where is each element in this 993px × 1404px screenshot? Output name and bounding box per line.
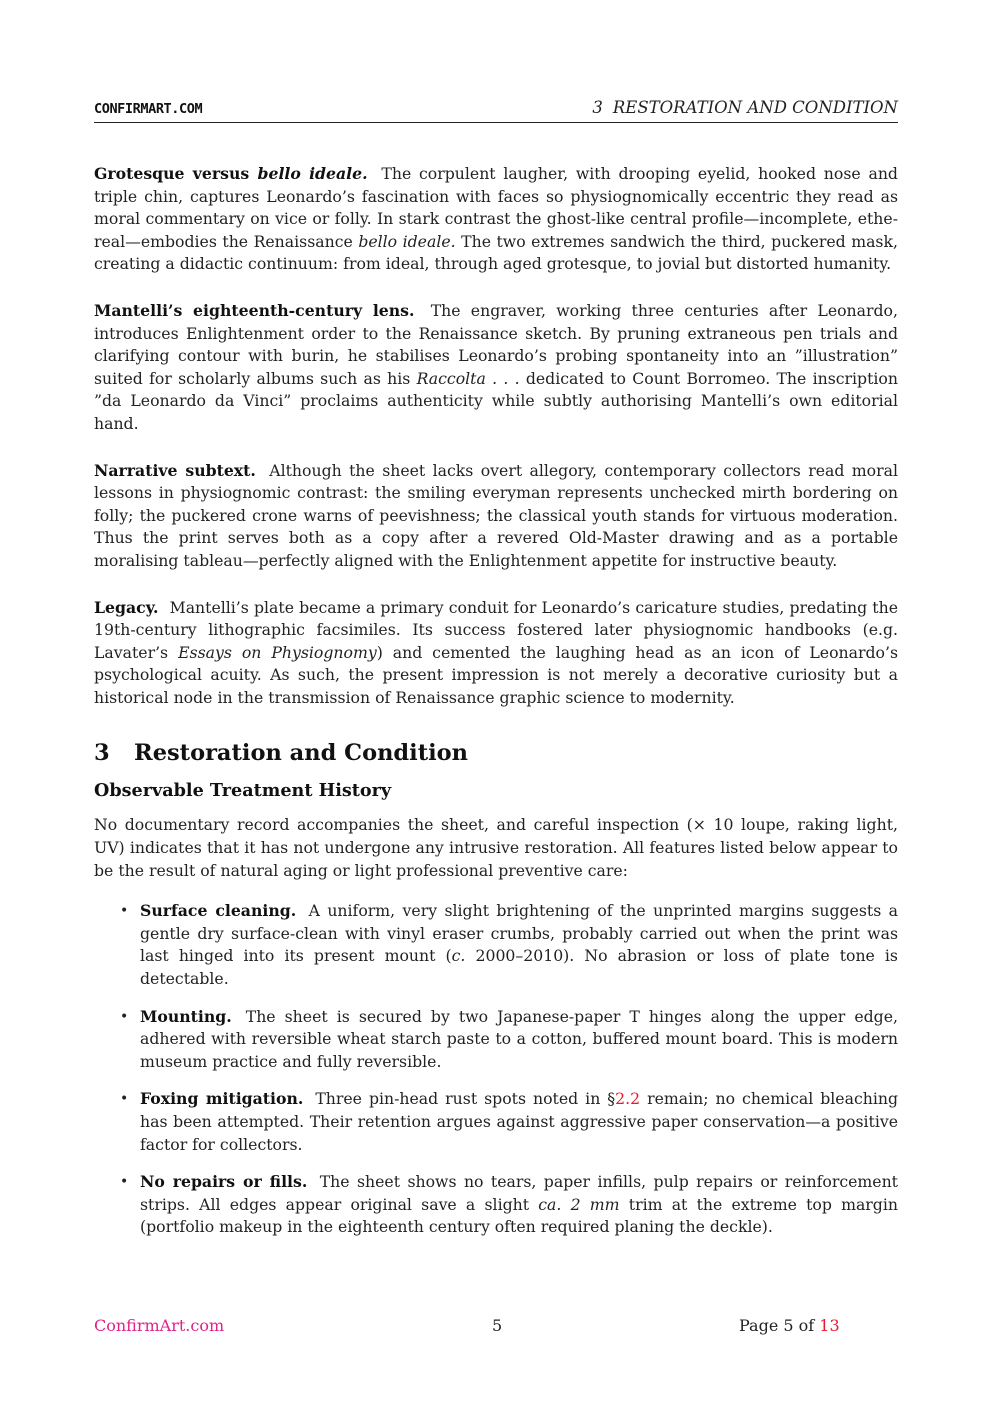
paragraph-legacy: Legacy. Mantelli’s plate became a primary conduit for Leonardo’s caricature studies, predating the 19th-century lithographic facsimiles. Its success fostered later physiognomic handbooks (e.g. Lavater’s Essays on Physiognomy) and cemented the laughing head as an icon of Leonardo’s psychological acuity. As such, the present impression is not merely a decorative curiosity but a historical node in the transmission of Renaissance graphic science to modernity. xyxy=(94,597,898,707)
bullet-icon: • xyxy=(120,903,129,920)
run-in-heading: Narrative subtext. xyxy=(94,460,256,480)
bullet-icon: • xyxy=(120,1174,129,1191)
section-title: Restoration and Condition xyxy=(134,740,469,767)
page-content xyxy=(94,163,898,1254)
section-intro: No documentary record accompanies the sheet, and careful inspection (× 10 loupe, raking light, UV) indicates that it has not undergone any intrusive restoration. All features listed below appear to be the result of natural aging or light professional preventive care: xyxy=(94,815,898,880)
footer-page-count: Page 5 of 13 xyxy=(739,1316,840,1335)
section-reference-link[interactable]: 2.2 xyxy=(615,1089,641,1109)
bullet-icon: • xyxy=(120,1091,129,1108)
running-section-title xyxy=(592,98,898,117)
treatment-list xyxy=(94,900,898,1239)
page-header xyxy=(94,98,898,123)
footer-site-link[interactable]: ConfirmArt.com xyxy=(94,1316,225,1335)
page-footer xyxy=(94,1316,898,1338)
paragraph-grotesque: Grotesque versus bello ideale. The corpulent laugher, with drooping eyelid, hooked nose and triple chin, captures Leonardo’s fascination with faces so physiognomically eccentric they read as moral commentary on vice or folly. In stark contrast the ghost-like central profile—incomplete, ethereal—embodies the Renaissance bello ideale. The two extremes sandwich the third, puckered mask, creating a didactic continuum: from ideal, through aged grotesque, to jovial but distorted humanity. xyxy=(94,164,898,274)
run-in-heading: Grotesque versus bello ideale. xyxy=(94,164,368,183)
footer-total-pages-link[interactable]: 13 xyxy=(819,1316,840,1335)
section-number: 3 xyxy=(94,740,110,767)
site-logo: CONFIRMART.COM xyxy=(94,101,203,117)
run-in-heading: Mantelli’s eighteenth-century lens. xyxy=(94,300,415,320)
list-item-mounting: • Mounting. The sheet is secured by two Japanese-paper T hinges along the upper edge, adhered with reversible wheat starch paste to a cotton, buffered mount board. This is modern museum practice and fully reversible. xyxy=(120,1006,898,1071)
section-heading xyxy=(94,739,898,767)
paragraph-mantelli: Mantelli’s eighteenth-century lens. The engraver, working three centuries after Leonardo, introduces Enlightenment order to the Renaissance sketch. By pruning extraneous pen trials and clarifying contour with burin, he stabilises Leonardo’s probing spontaneity into an ”illustration” suited for scholarly albums such as his Raccolta . . . dedicated to Count Borromeo. The inscription ”da Leonardo da Vinci” proclaims authenticity while subtly authorising Mantelli’s own editorial hand. xyxy=(94,300,898,433)
subsection-heading: Observable Treatment History xyxy=(94,780,392,802)
running-section-label: RESTORATION AND CONDITION xyxy=(612,98,898,117)
footer-page-number: 5 xyxy=(492,1316,503,1335)
run-in-heading: Legacy. xyxy=(94,597,159,617)
bullet-icon: • xyxy=(120,1008,129,1025)
running-section-number: 3 xyxy=(592,98,603,117)
list-item-foxing: • Foxing mitigation. Three pin-head rust spots noted in §2.2 remain; no chemical bleaching has been attempted. Their retention argues against aggressive paper conservation—a positive factor for collectors. xyxy=(120,1089,898,1154)
list-item-repairs: • No repairs or fills. The sheet shows no tears, paper infills, pulp repairs or reinforcement strips. All edges appear original save a slight ca. 2 mm trim at the extreme top margin (portfolio makeup in the eighteenth century often required planing the deckle). xyxy=(120,1172,898,1237)
paragraph-narrative: Narrative subtext. Although the sheet lacks overt allegory, contemporary collectors read moral lessons in physiognomic contrast: the smiling everyman represents unchecked mirth bordering on folly; the puckered crone warns of peevishness; the classical youth stands for virtuous moderation. Thus the print serves both as a copy after a revered Old-Master drawing and as a portable moralising tableau—perfectly aligned with the Enlightenment appetite for instructive beauty. xyxy=(94,460,898,570)
list-item-surface-cleaning: • Surface cleaning. A uniform, very slight brightening of the unprinted margins suggests a gentle dry surface-clean with vinyl eraser crumbs, probably carried out when the print was last hinged into its present mount (c. 2000–2010). No abrasion or loss of plate tone is detectable. xyxy=(120,901,899,989)
